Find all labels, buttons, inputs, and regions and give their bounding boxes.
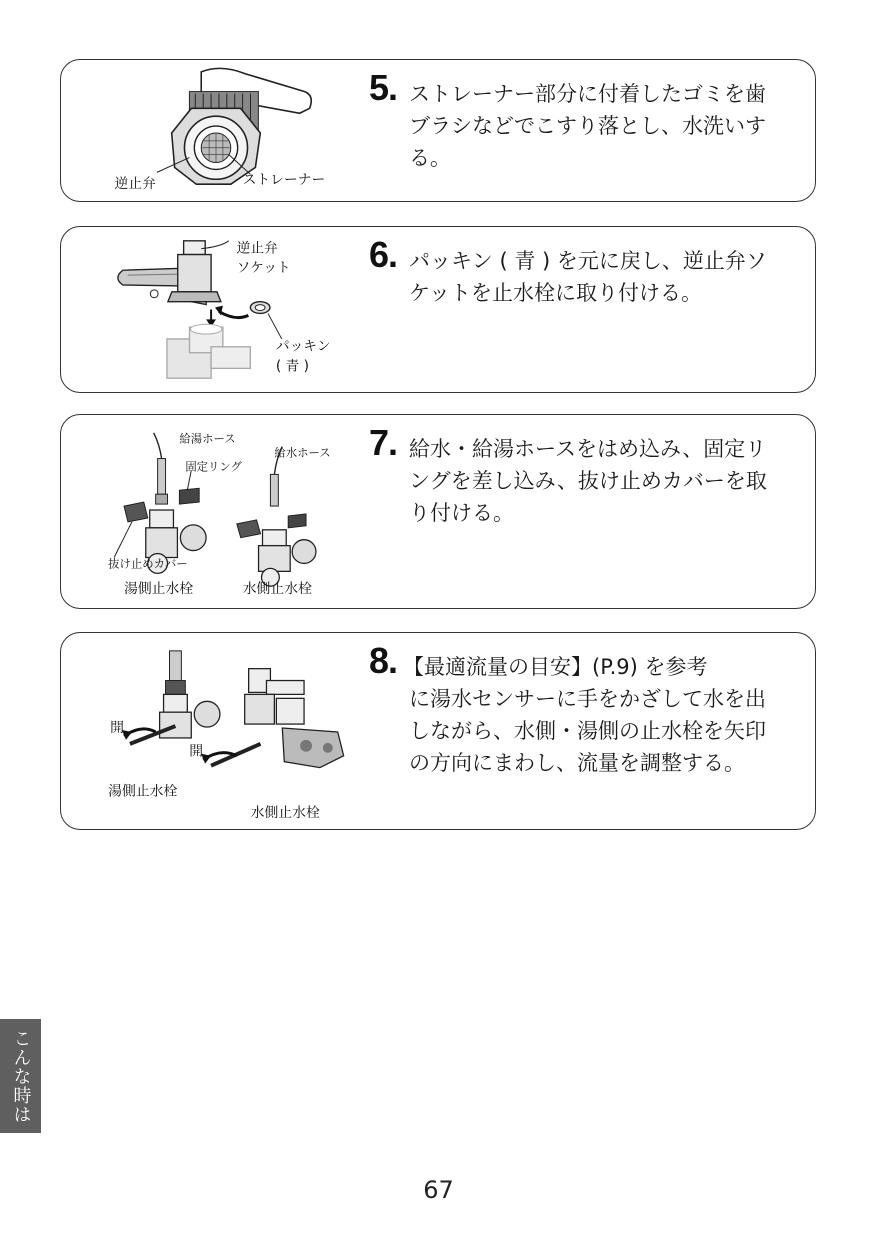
open-label-2: 開 xyxy=(189,743,204,760)
strainer-cleaning-illustration xyxy=(71,64,361,197)
step-5-line-2: ブラシなどでこすり落とし、水洗いす xyxy=(409,114,766,138)
step-7-text xyxy=(369,422,797,529)
hose-attach-illustration xyxy=(71,419,361,604)
step-8-panel xyxy=(60,632,816,830)
step-7-line-3: り付ける。 xyxy=(409,501,514,525)
step-number: 8. xyxy=(369,640,398,681)
packing-label-line1: パッキン xyxy=(275,338,331,355)
step-6-line-2: ケットを止水栓に取り付ける。 xyxy=(409,281,702,305)
step-7-line-2: ングを差し込み、抜け止めカバーを取 xyxy=(409,469,767,493)
step-number: 5. xyxy=(369,67,398,108)
step-number: 7. xyxy=(369,422,398,463)
cold-valve-label: 水側止水栓 xyxy=(242,581,312,598)
step-6-text xyxy=(369,234,797,309)
side-tab-label: こんな時は xyxy=(10,1028,32,1124)
hot-valve-label: 湯側止水栓 xyxy=(123,581,194,598)
hot-hose-label: 給湯ホース xyxy=(179,431,236,446)
socket-attach-illustration xyxy=(71,231,361,388)
step-8-line-4: の方向にまわし、流量を調整する。 xyxy=(409,751,745,775)
strainer-label: ストレーナー xyxy=(242,172,326,189)
step-5-panel xyxy=(60,59,816,202)
hot-valve-label: 湯側止水栓 xyxy=(108,783,178,800)
socket-label-line2: ソケット xyxy=(236,260,291,277)
step-5-line-1: ストレーナー部分に付着したゴミを歯 xyxy=(409,82,766,106)
step-8-line-3: しながら、水側・湯側の止水栓を矢印 xyxy=(409,719,766,743)
cold-valve-label: 水側止水栓 xyxy=(250,805,320,822)
step-7-panel xyxy=(60,414,816,609)
step-number: 6. xyxy=(369,234,398,275)
step-7-line-1: 給水・給湯ホースをはめ込み、固定リ xyxy=(409,437,767,461)
check-valve-label: 逆止弁 xyxy=(114,176,156,193)
page-number: 67 xyxy=(423,1176,454,1204)
open-label-1: 開 xyxy=(110,719,124,736)
packing-label-line2: ( 青 ) xyxy=(275,358,310,375)
section-side-tab[interactable] xyxy=(0,1019,41,1133)
step-5-text xyxy=(369,67,797,174)
step-8-line-1: 【最適流量の目安】(P.9) を参考 xyxy=(403,655,708,679)
flow-adjust-illustration xyxy=(71,637,361,825)
cover-label: 抜け止めカバー xyxy=(108,556,188,571)
step-8-text xyxy=(369,640,797,779)
step-6-panel xyxy=(60,226,816,393)
cold-hose-label: 給水ホース xyxy=(274,445,331,460)
step-6-line-1: パッキン ( 青 ) を元に戻し、逆止弁ソ xyxy=(409,249,767,273)
socket-label-line1: 逆止弁 xyxy=(236,240,278,257)
fix-ring-label: 固定リング xyxy=(185,459,242,474)
step-5-line-3: る。 xyxy=(409,146,451,170)
step-8-line-2: に湯水センサーに手をかざして水を出 xyxy=(409,687,766,711)
